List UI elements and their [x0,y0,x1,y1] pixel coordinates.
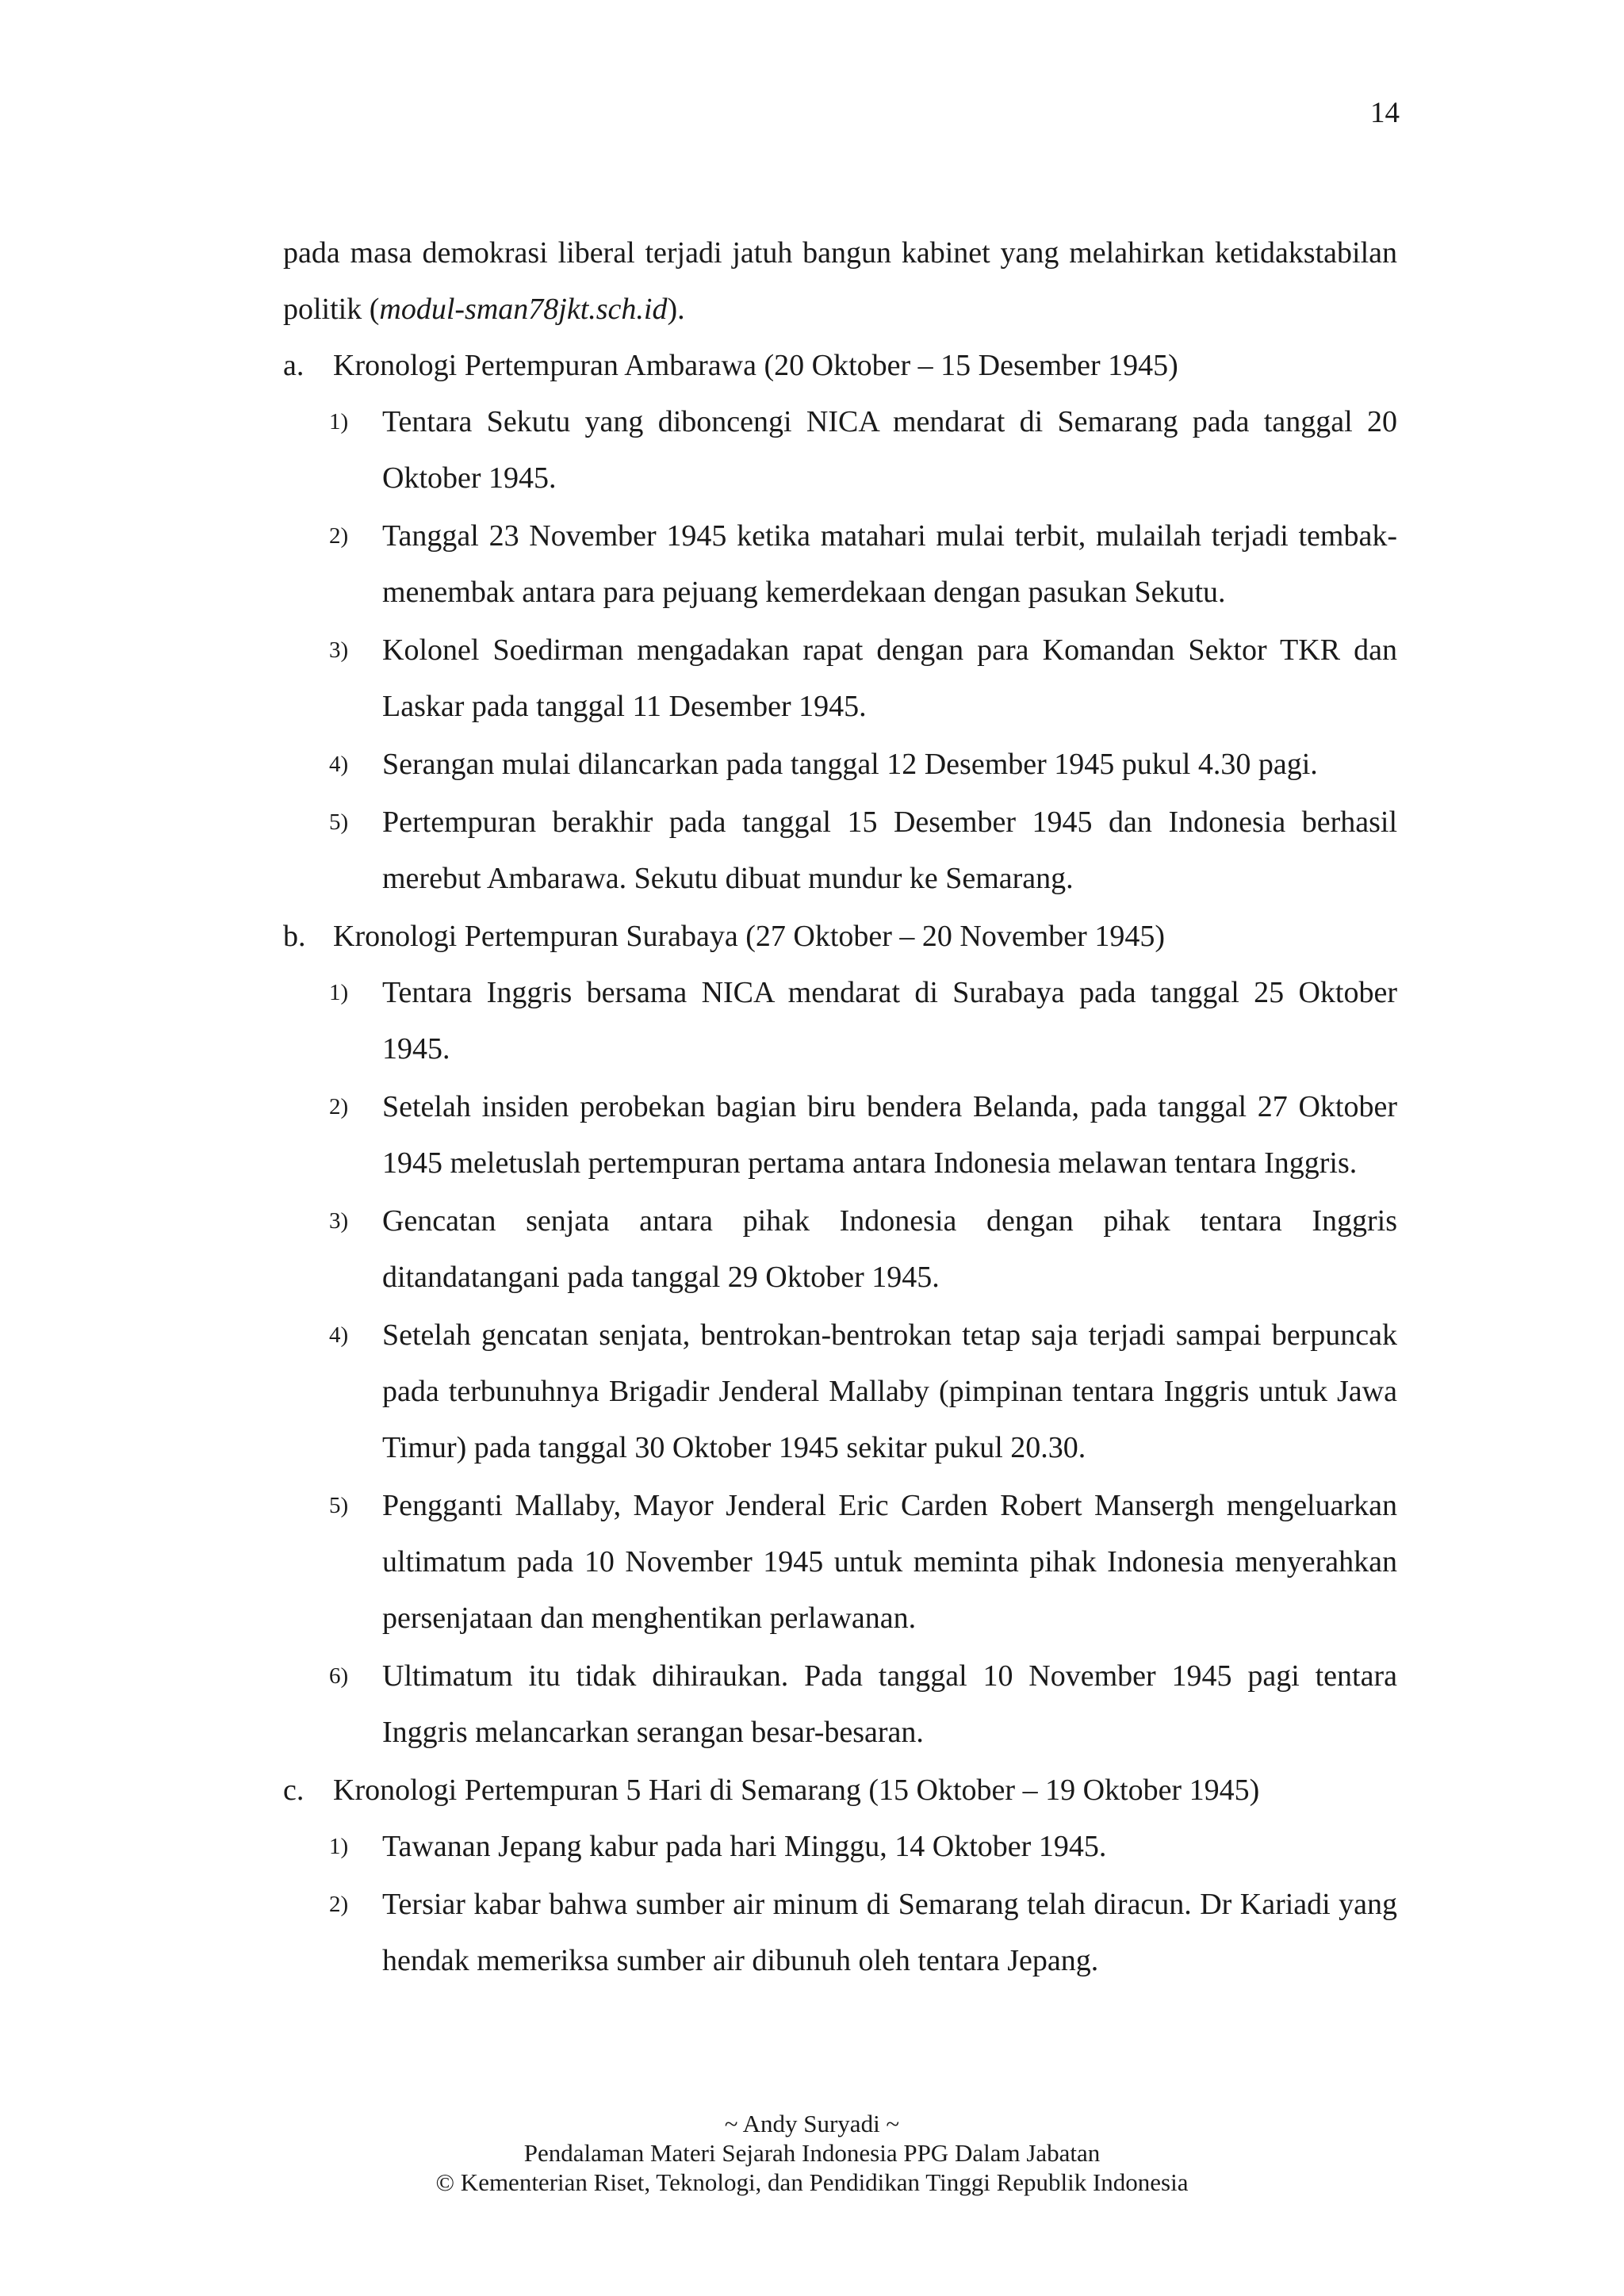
list-item [283,1193,1397,1306]
section-c [283,1762,1397,1989]
item-number: 1) [329,980,349,1005]
section-title-text: Kronologi Pertempuran Ambarawa (20 Oktober – 15 Desember 1945) [333,349,1178,382]
page-content [283,225,1397,1991]
item-number: 6) [329,1663,349,1689]
item-number: 3) [329,1208,349,1234]
section-letter: b. [283,920,306,953]
item-text: Tawanan Jepang kabur pada hari Minggu, 14 Oktober 1945. [382,1830,1107,1863]
list-item [283,1877,1397,1989]
item-number: 2) [329,1094,349,1119]
item-text: Pengganti Mallaby, Mayor Jenderal Eric Carden Robert Mansergh mengeluarkan ultimatum pada 10 November 1945 untuk meminta pihak Indonesia menyerahkan persenjataan dan menghentikan perlawanan. [382,1489,1397,1635]
item-number: 2) [329,1892,349,1917]
section-b [283,909,1397,1761]
item-number: 5) [329,1493,349,1518]
item-text: Gencatan senjata antara pihak Indonesia dengan pihak tentara Inggris ditandatangani pada tanggal 29 Oktober 1945. [382,1204,1397,1294]
list-item [283,1648,1397,1761]
section-title [283,1762,1397,1819]
item-text: Setelah gencatan senjata, bentrokan-bentrokan tetap saja terjadi sampai berpuncak pada terbunuhnya Brigadir Jenderal Mallaby (pimpinan tentara Inggris untuk Jawa Timur) pada tanggal 30 Oktober 1945 sekitar pukul 20.30. [382,1318,1397,1464]
section-letter: c. [283,1774,304,1807]
footer-copyright: © Kementerian Riset, Teknologi, dan Pendidikan Tinggi Republik Indonesia [435,2168,1189,2196]
item-text: Tentara Inggris bersama NICA mendarat di Surabaya pada tanggal 25 Oktober 1945. [382,976,1397,1066]
list-item [283,1819,1397,1875]
section-title-text: Kronologi Pertempuran 5 Hari di Semarang (15 Oktober – 19 Oktober 1945) [333,1774,1260,1807]
footer-author: ~ Andy Suryadi ~ [724,2110,900,2137]
list-item [283,508,1397,621]
item-number: 2) [329,523,349,549]
list-item [283,737,1397,793]
item-number: 1) [329,1834,349,1859]
intro-tail: ). [667,293,685,326]
intro-citation: modul-sman78jkt.sch.id [379,293,668,326]
item-number: 4) [329,752,349,777]
intro-text: pada masa demokrasi liberal terjadi jatuh bangun kabinet yang melahirkan ketidakstabilan politik ( [283,236,1397,326]
section-title [283,338,1397,394]
section-a [283,338,1397,907]
section-title [283,909,1397,965]
list-item [283,1478,1397,1647]
intro-paragraph [283,225,1397,338]
list-item [283,394,1397,507]
item-number: 4) [329,1322,349,1348]
item-text: Pertempuran berakhir pada tanggal 15 Desember 1945 dan Indonesia berhasil merebut Ambarawa. Sekutu dibuat mundur ke Semarang. [382,806,1397,895]
section-letter: a. [283,349,304,382]
section-title-text: Kronologi Pertempuran Surabaya (27 Oktober – 20 November 1945) [333,920,1165,953]
item-number: 5) [329,809,349,835]
page-number: 14 [1370,97,1400,129]
item-text: Serangan mulai dilancarkan pada tanggal 12 Desember 1945 pukul 4.30 pagi. [382,748,1318,781]
item-text: Tentara Sekutu yang diboncengi NICA mendarat di Semarang pada tanggal 20 Oktober 1945. [382,405,1397,495]
list-item [283,794,1397,907]
item-text: Tersiar kabar bahwa sumber air minum di Semarang telah diracun. Dr Kariadi yang hendak memeriksa sumber air dibunuh oleh tentara Jepang. [382,1888,1397,1977]
item-text: Setelah insiden perobekan bagian biru bendera Belanda, pada tanggal 27 Oktober 1945 meletuslah pertempuran pertama antara Indonesia melawan tentara Inggris. [382,1090,1397,1180]
item-number: 1) [329,409,349,434]
list-item [283,1307,1397,1476]
list-item [283,965,1397,1077]
item-number: 3) [329,637,349,663]
item-text: Kolonel Soedirman mengadakan rapat dengan para Komandan Sektor TKR dan Laskar pada tanggal 11 Desember 1945. [382,633,1397,723]
list-item [283,1079,1397,1192]
item-text: Tanggal 23 November 1945 ketika matahari mulai terbit, mulailah terjadi tembak-menembak antara para pejuang kemerdekaan dengan pasukan Sekutu. [382,519,1397,609]
item-text: Ultimatum itu tidak dihiraukan. Pada tanggal 10 November 1945 pagi tentara Inggris melancarkan serangan besar-besaran. [382,1659,1397,1749]
page-footer [0,2109,1624,2197]
list-item [283,622,1397,735]
footer-course: Pendalaman Materi Sejarah Indonesia PPG Dalam Jabatan [523,2139,1101,2167]
